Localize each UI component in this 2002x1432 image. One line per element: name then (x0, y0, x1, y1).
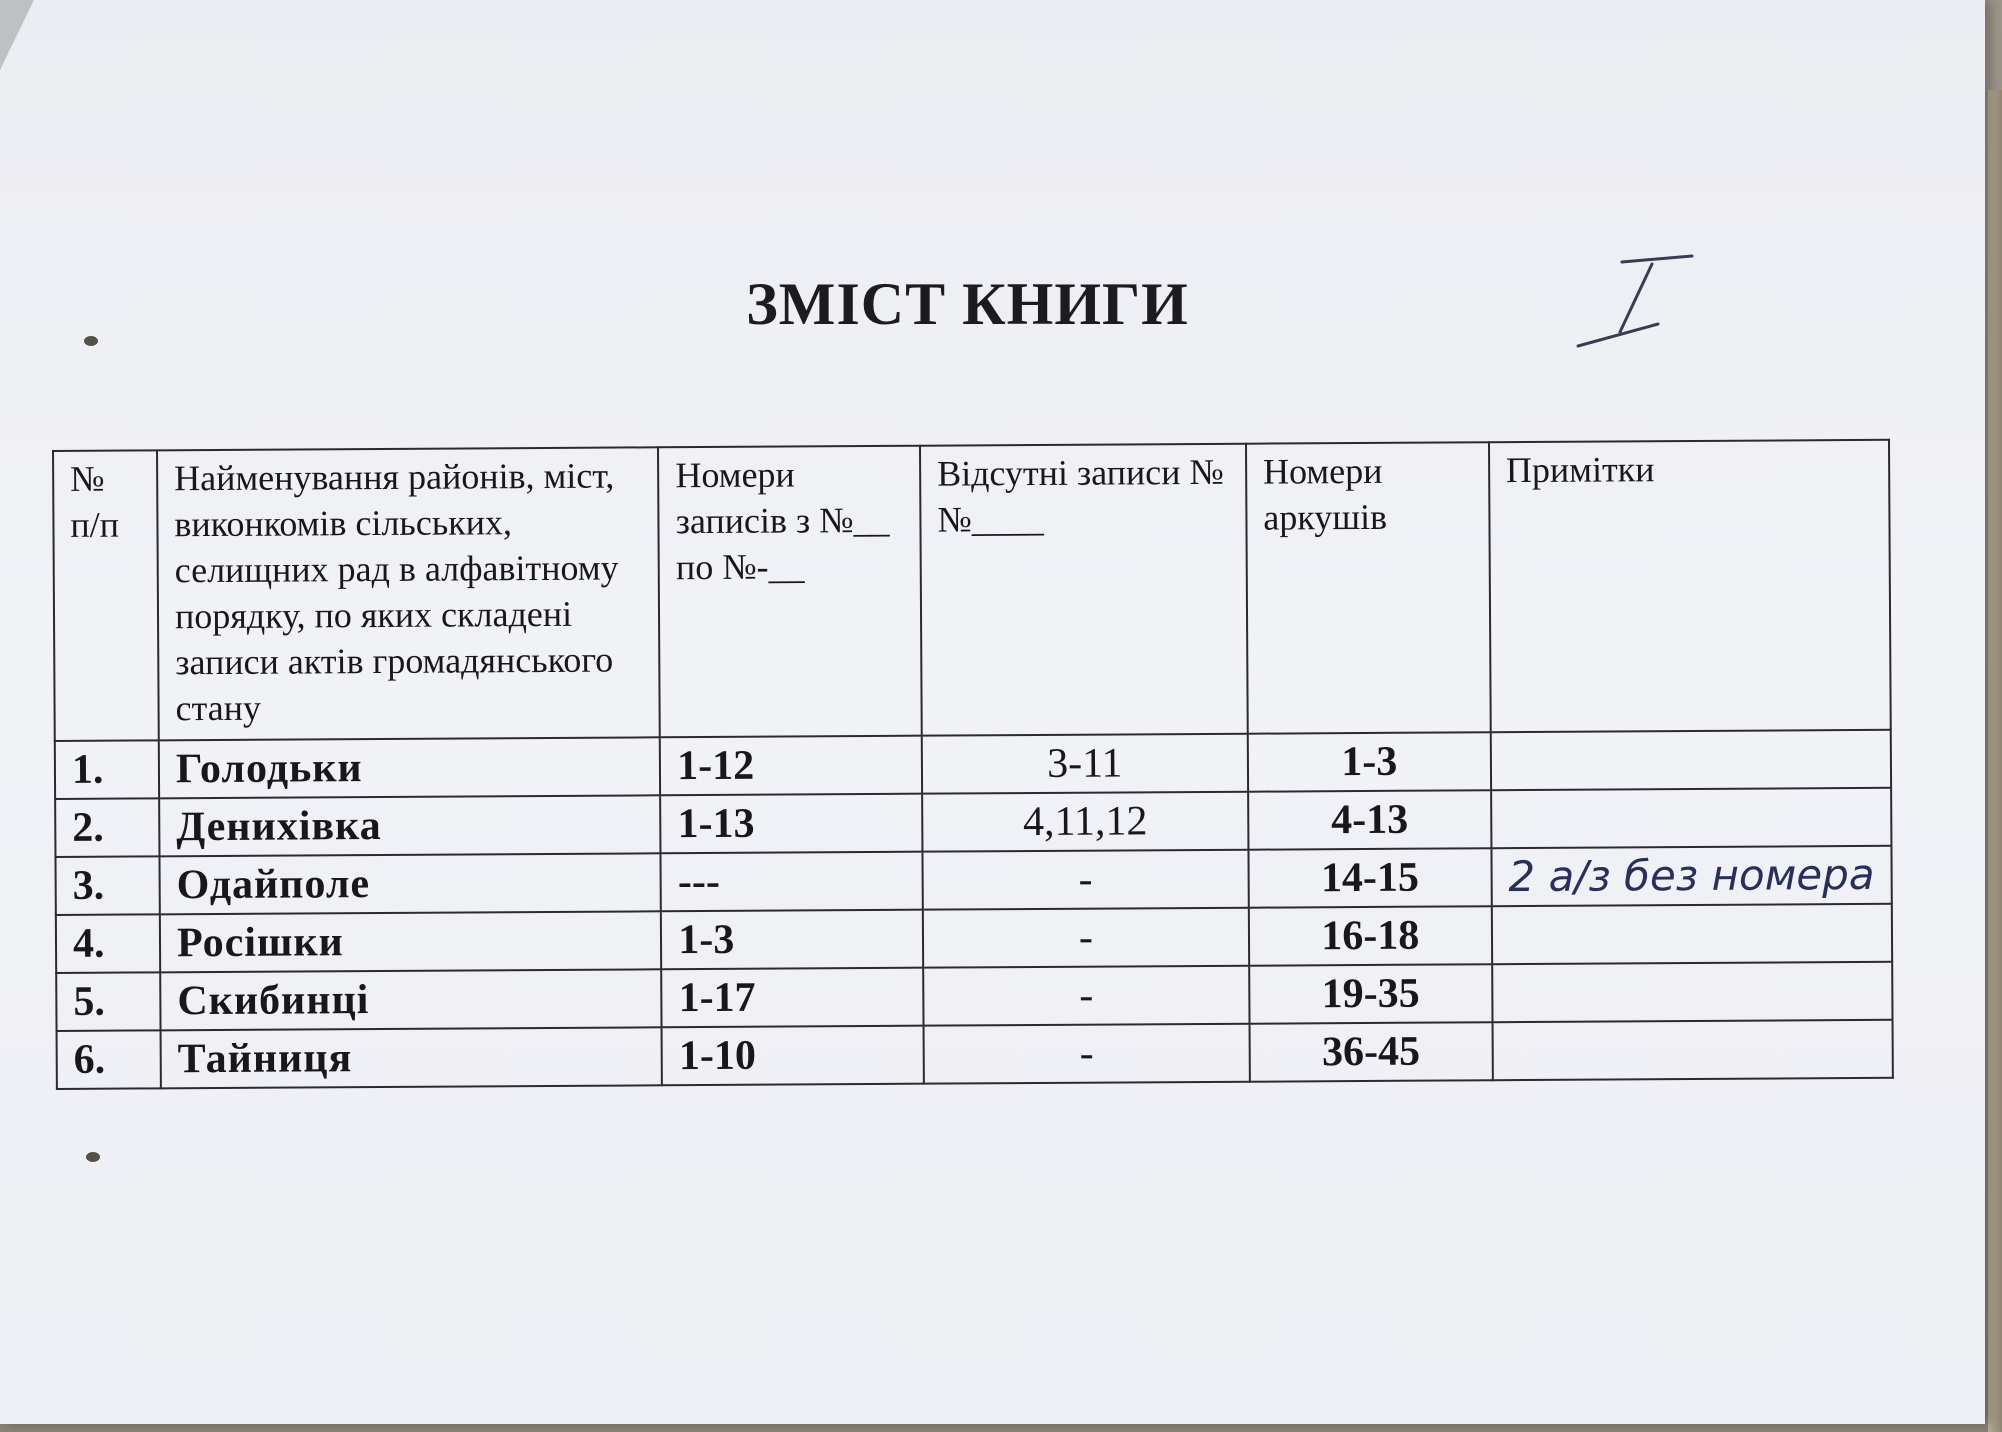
row-record-range: 1-12 (660, 736, 922, 796)
row-missing-records: - (922, 850, 1248, 910)
row-number: 3. (55, 856, 159, 915)
row-name: Скибинці (160, 969, 662, 1030)
row-record-range: 1-3 (661, 910, 923, 970)
header-missing-records: Відсутні записи №№____ (920, 444, 1248, 736)
row-notes (1492, 904, 1893, 964)
row-notes: 2 а/з без номера (1491, 846, 1892, 906)
row-missing-records: 4,11,12 (922, 792, 1248, 852)
row-notes (1492, 962, 1893, 1022)
row-number: 2. (55, 798, 159, 857)
handwritten-roman-numeral-mark (1570, 250, 1700, 360)
row-missing-records: 3-11 (922, 734, 1248, 794)
row-number: 1. (55, 740, 159, 799)
row-record-range: --- (661, 852, 923, 912)
table-row (57, 1020, 1893, 1089)
row-notes (1491, 730, 1892, 790)
row-missing-records: - (923, 966, 1249, 1026)
row-record-range: 1-17 (661, 968, 923, 1028)
row-sheet-numbers: 19-35 (1249, 964, 1492, 1023)
row-number: 5. (56, 972, 160, 1031)
header-name: Найменування районів, міст, виконкомів сільських, селищних рад в алфавітному порядку, по яких складені записи актів громадянського стану (157, 447, 660, 740)
row-number: 6. (57, 1030, 161, 1089)
row-sheet-numbers: 36-45 (1249, 1022, 1492, 1081)
row-notes (1491, 788, 1892, 848)
row-record-range: 1-13 (660, 794, 922, 854)
table-header-row (53, 440, 1891, 741)
row-missing-records: - (924, 1024, 1250, 1084)
header-notes: Примітки (1489, 440, 1891, 732)
row-notes (1492, 1020, 1893, 1080)
row-sheet-numbers: 1-3 (1248, 732, 1491, 791)
header-sheet-numbers: Номери аркушів (1246, 442, 1491, 733)
document-title: ЗМІСТ КНИГИ (746, 271, 1189, 337)
row-record-range: 1-10 (662, 1026, 924, 1086)
contents-table (52, 439, 1894, 1090)
row-name: Тайниця (161, 1027, 663, 1088)
row-name: Дениxівка (159, 795, 661, 856)
row-sheet-numbers: 4-13 (1248, 790, 1491, 849)
row-sheet-numbers: 14-15 (1248, 848, 1491, 907)
row-missing-records: - (923, 908, 1249, 968)
row-name: Росішки (160, 911, 662, 972)
book-edge (1988, 90, 2002, 1432)
row-sheet-numbers: 16-18 (1249, 906, 1492, 965)
row-name: Голодьки (159, 737, 661, 798)
row-number: 4. (56, 914, 160, 973)
binding-hole-bottom (86, 1152, 100, 1162)
header-record-range: Номери записів з №__ по №-__ (658, 446, 921, 738)
row-name: Одайполе (159, 853, 661, 914)
folded-corner (0, 0, 34, 70)
header-number: № п/п (53, 450, 159, 741)
